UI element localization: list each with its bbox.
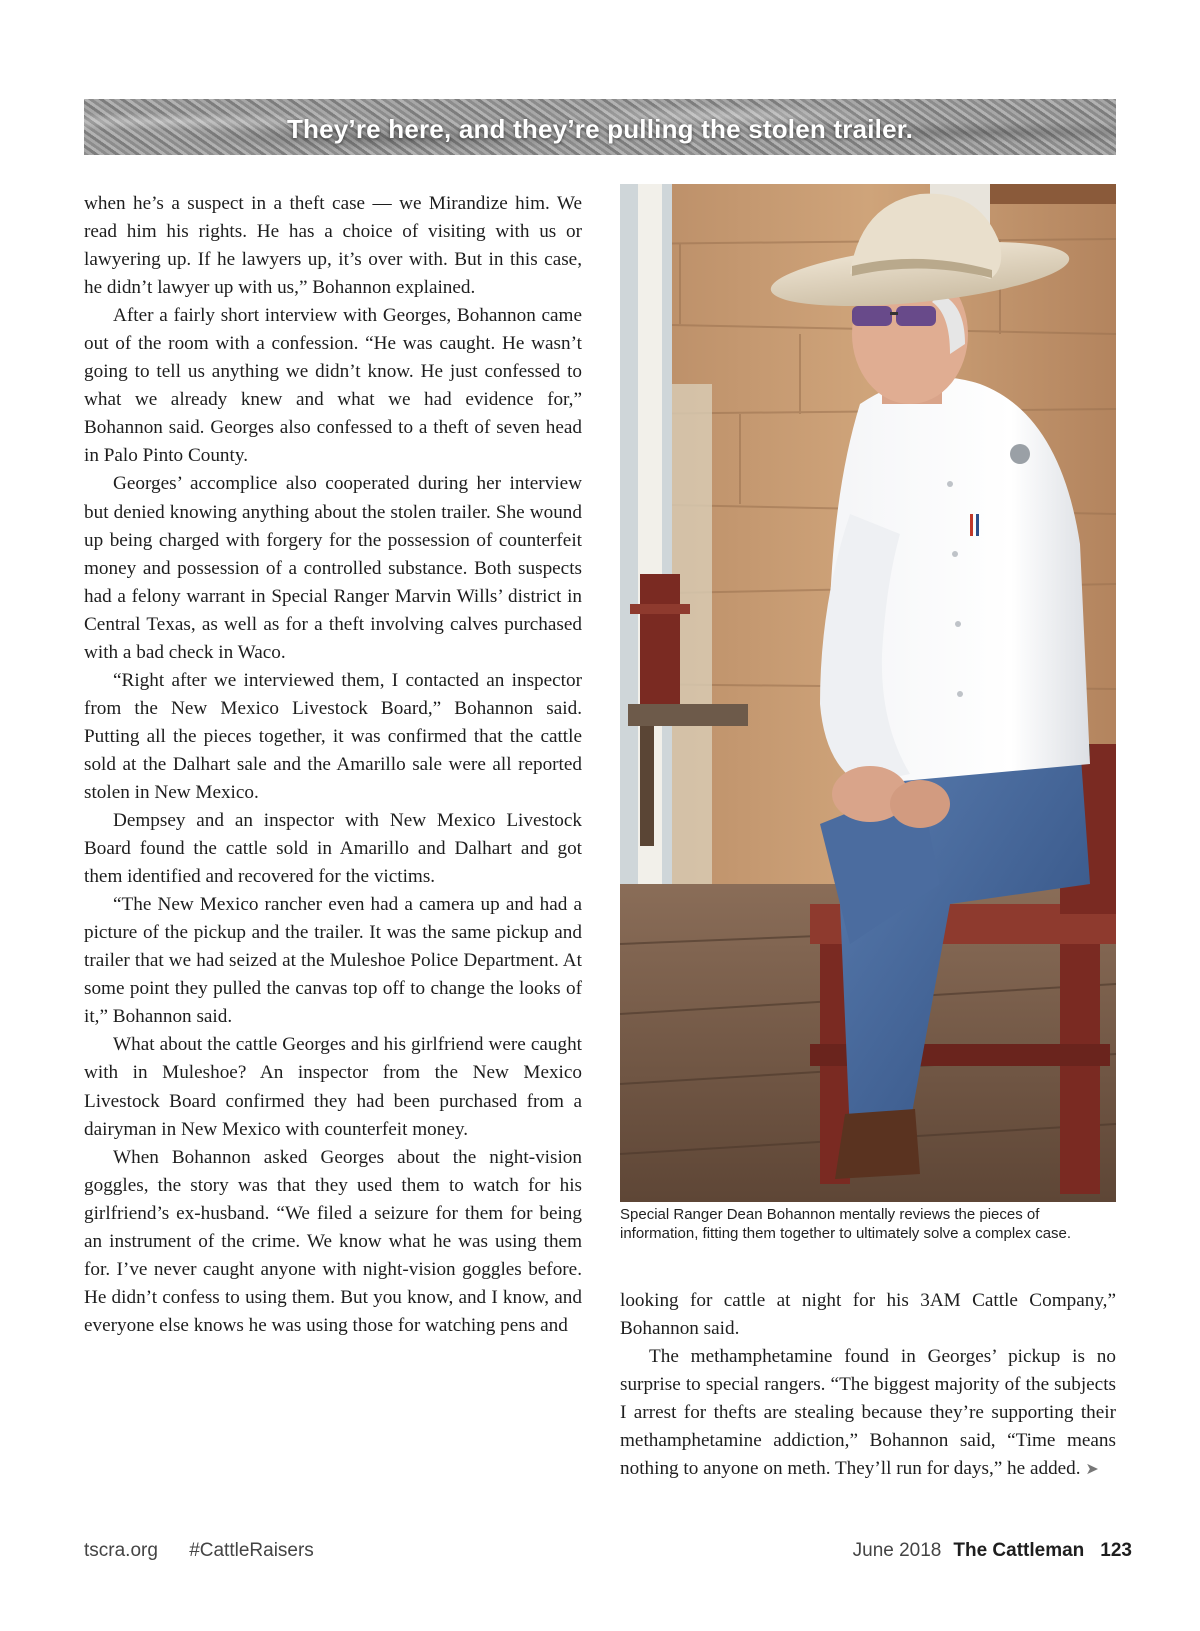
photo-caption: Special Ranger Dean Bohannon mentally reviews the pieces of information, fitting them together to ultimately solve a complex case.: [620, 1206, 1072, 1242]
paragraph: “Right after we interviewed them, I contacted an inspector from the New Mexico Livestock Board,” Bohannon said. Putting all the pieces together, it was confirmed that the cattle sold at the Dalhart sale and the Amarillo sale were all reported stolen in New Mexico.: [84, 669, 582, 803]
paragraph: Georges’ accomplice also cooperated during her interview but denied knowing anything about the stolen trailer. She wound up being charged with forgery for the possession of counterfeit money and possession of a controlled substance. Both suspects had a felony warrant in Special Ranger Marvin Wills’ district in Central Texas, as well as for a theft involving calves purchased with a bad check in Waco.: [84, 473, 582, 663]
page-number: 123: [1100, 1540, 1132, 1561]
ranger-photo: [620, 184, 1116, 1202]
banner-title: They’re here, and they’re pulling the stolen trailer.: [286, 113, 914, 144]
footer-date: June 2018: [852, 1540, 942, 1561]
paragraph: After a fairly short interview with Georges, Bohannon came out of the room with a confession. “He was caught. He wasn’t going to tell us anything we didn’t know. He just confessed to what we already knew and what we had evidence for,” Bohannon said. Georges also confessed to a theft of seven head in Palo Pinto County.: [84, 305, 582, 467]
paragraph: [620, 1343, 1116, 1484]
article-left-column: [84, 190, 582, 1340]
continue-arrow-icon: ➤: [1085, 1461, 1099, 1479]
ranger-photo-illustration: [620, 184, 1116, 1202]
article-right-column: [620, 1287, 1116, 1484]
section-banner: [84, 99, 1116, 155]
paragraph: looking for cattle at night for his 3AM Cattle Company,” Bohannon said.: [620, 1290, 1116, 1340]
paragraph: “The New Mexico rancher even had a camera up and had a picture of the pickup and the trailer. It was the same pickup and trailer that we had seized at the Muleshoe Police Department. At some point they pulled the canvas top off to change the looks of it,” Bohannon said.: [84, 894, 582, 1028]
footer-right: [853, 1540, 1132, 1570]
paragraph-text: The methamphetamine found in Georges’ pickup is no surprise to special rangers. “The biggest majority of the subjects I arrest for thefts are stealing because they’re supporting their methamphetamine addiction,” Bohannon said, “Time means nothing to anyone on meth. They’ll run for days,” he added.: [620, 1346, 1116, 1480]
paragraph: When Bohannon asked Georges about the night-vision goggles, the story was that they used them to watch for his girlfriend’s ex-husband. “We filed a seizure for them for being an instrument of the crime. We know what he was using them for. I’ve never caught anyone with night-vision goggles before. He didn’t confess to using them. But you know, and I know, and everyone else knows he was using those for watching pens and: [84, 1146, 582, 1336]
paragraph: when he’s a suspect in a theft case — we Mirandize him. We read him his rights. He has a choice of visiting with us or lawyering up. If he lawyers up, it’s over with. But in this case, he didn’t lawyer up with us,” Bohannon explained.: [84, 193, 582, 299]
footer-site-link[interactable]: tscra.org: [84, 1540, 158, 1561]
paragraph: What about the cattle Georges and his girlfriend were caught with in Muleshoe? An inspector from the New Mexico Livestock Board confirmed they had been purchased from a dairyman in New Mexico with counterfeit money.: [84, 1034, 582, 1140]
footer-left: [84, 1540, 340, 1570]
footer-magazine-name: The Cattleman: [953, 1540, 1085, 1561]
footer-hashtag: #CattleRaisers: [189, 1540, 314, 1561]
paragraph: Dempsey and an inspector with New Mexico Livestock Board found the cattle sold in Amarillo and Dalhart and got them identified and recovered for the victims.: [84, 810, 582, 888]
